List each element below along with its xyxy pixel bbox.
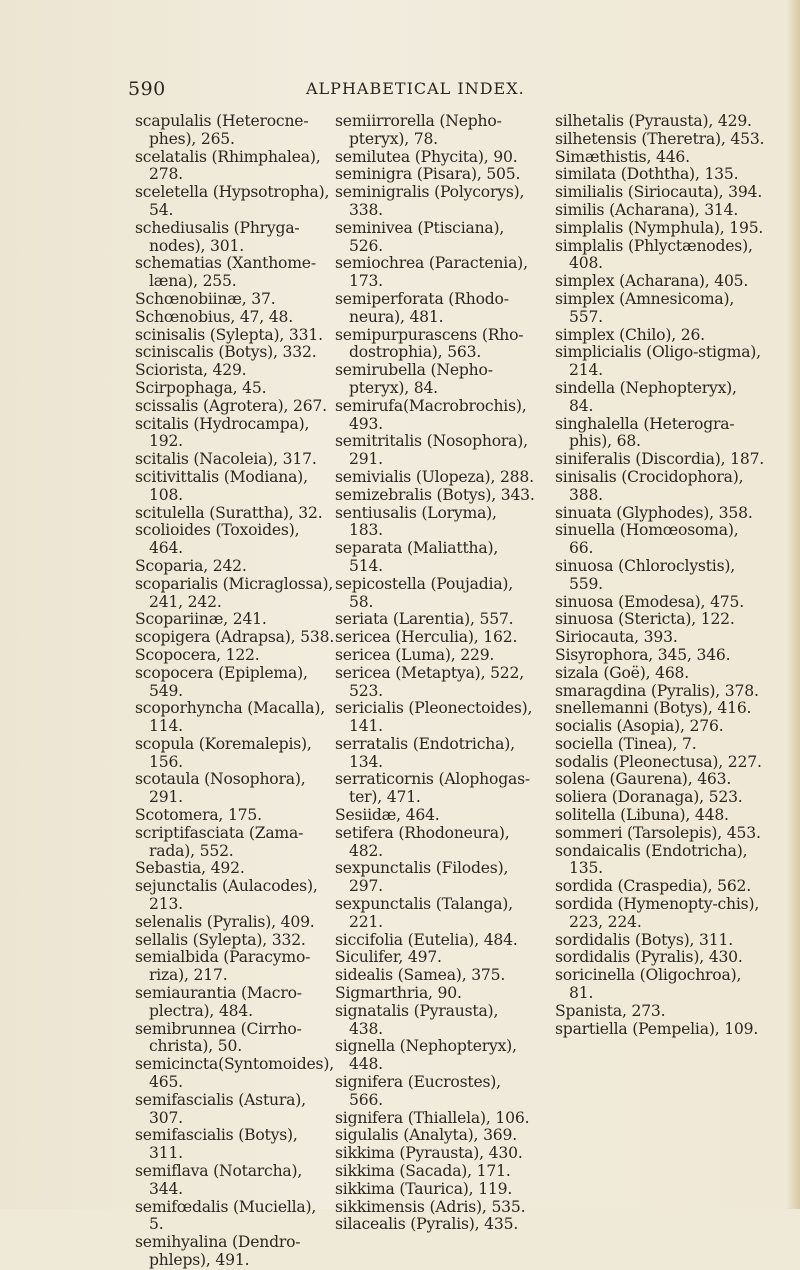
index-entry: sericialis (Pleonectoides), 141. (335, 699, 533, 736)
index-entry: Scirpophaga, 45. (135, 378, 267, 397)
index-entry: sinuosa (Emodesa), 475. (555, 592, 744, 611)
index-entry: simplex (Amnesicoma), 557. (555, 289, 735, 326)
index-entry: sordidalis (Botys), 311. (555, 930, 733, 949)
index-entry: seminigra (Pisara), 505. (335, 165, 521, 184)
index-entry: scitivittalis (Modiana), 108. (135, 467, 308, 504)
page-number: 590 (128, 78, 166, 100)
index-entry: scriptifasciata (Zama-rada), 552. (135, 823, 304, 860)
index-entry: semifascialis (Astura), 307. (135, 1090, 306, 1127)
index-entry: signifera (Thiallela), 106. (335, 1108, 530, 1127)
index-entry: siniferalis (Discordia), 187. (555, 450, 765, 469)
index-entry: Sciorista, 429. (135, 361, 247, 380)
index-entry: solitella (Libuna), 448. (555, 806, 729, 825)
index-entry: sciniscalis (Botys), 332. (135, 343, 317, 362)
index-entry: semialbida (Paracymo-riza), 217. (135, 948, 311, 985)
index-entry: scopigera (Adrapsa), 538. (135, 628, 335, 647)
index-entry: sericea (Herculia), 162. (335, 628, 518, 647)
index-entry: Sisyrophora, 345, 346. (555, 645, 731, 664)
index-entry: sizala (Goë), 468. (555, 663, 690, 682)
index-column-1 (135, 113, 335, 1270)
index-entry: semifascialis (Botys), 311. (135, 1126, 298, 1163)
index-entry: sigulalis (Analyta), 369. (335, 1126, 517, 1145)
index-entry: sodalis (Pleonectusa), 227. (555, 752, 762, 771)
index-entry: simplex (Chilo), 26. (555, 325, 705, 344)
index-entry: similialis (Siriocauta), 394. (555, 183, 763, 202)
index-entry: socialis (Asopia), 276. (555, 717, 724, 736)
index-entry: semiaurantia (Macro-plectra), 484. (135, 984, 302, 1020)
index-entry: signatalis (Pyrausta), 438. (335, 1001, 499, 1038)
index-entry: scolioides (Toxoides), 464. (135, 521, 300, 558)
index-entry: Scoparia, 242. (135, 556, 247, 575)
index-entry: simplalis (Phlyctænodes), 408. (555, 236, 753, 273)
index-entry: Spanista, 273. (555, 1001, 666, 1020)
index-entry: sordida (Craspedia), 562. (555, 877, 752, 896)
index-entry: serratalis (Endotricha), 134. (335, 734, 515, 771)
index-entry: sinisalis (Crocidophora), 388. (555, 467, 744, 504)
index-entry: sejunctalis (Aulacodes), 213. (135, 877, 318, 914)
index-entry: Scotomera, 175. (135, 806, 262, 825)
index-entry: seminivea (Ptisciana), 526. (335, 218, 505, 255)
index-entry: semirubella (Nepho-pteryx), 84. (335, 361, 493, 397)
index-entry: sentiusalis (Loryma), 183. (335, 503, 497, 540)
index-entry: setifera (Rhodoneura), 482. (335, 823, 510, 860)
index-entry: Sebastia, 492. (135, 859, 245, 878)
index-entry: silhetalis (Pyrausta), 429. (555, 112, 752, 130)
index-entry: sordida (Hymenopty-chis), 223, 224. (555, 895, 760, 931)
index-entry: sindella (Nephopteryx), 84. (555, 378, 737, 415)
index-entry: sinuella (Homœosoma), 66. (555, 521, 739, 558)
index-entry: soricinella (Oligochroa), 81. (555, 966, 742, 1003)
index-entry: Schœnobiinæ, 37. (135, 289, 276, 308)
index-entry: sellalis (Sylepta), 332. (135, 930, 306, 949)
index-entry: semihyalina (Dendro-phleps), 491. (135, 1233, 301, 1269)
index-entry: semizebralis (Botys), 343. (335, 485, 535, 504)
index-column-3 (555, 113, 765, 1038)
index-entry: sikkima (Taurica), 119. (335, 1179, 513, 1198)
running-title: ALPHABETICAL INDEX. (306, 79, 525, 98)
index-entry: simplicialis (Oligo-stigma), 214. (555, 343, 761, 380)
index-entry: semirufa(Macrobrochis), 493. (335, 396, 527, 433)
index-entry: semiochrea (Paractenia), 173. (335, 254, 528, 291)
index-entry: scelatalis (Rhimphalea), 278. (135, 147, 321, 184)
index-entry: selenalis (Pyralis), 409. (135, 912, 315, 931)
index-entry: sociella (Tinea), 7. (555, 734, 697, 753)
index-entry: sidealis (Samea), 375. (335, 966, 506, 985)
index-entry: scoparialis (Micraglossa), 241, 242. (135, 574, 334, 611)
index-entry: signella (Nephopteryx), 448. (335, 1037, 517, 1074)
index-entry: Siriocauta, 393. (555, 628, 678, 647)
index-entry: solena (Gaurena), 463. (555, 770, 732, 789)
index-entry: sommeri (Tarsolepis), 453. (555, 823, 761, 842)
index-entry: sinuata (Glyphodes), 358. (555, 503, 753, 522)
index-entry: semiflava (Notarcha), 344. (135, 1162, 303, 1198)
index-entry: sikkima (Sacada), 171. (335, 1162, 511, 1181)
index-entry: sexpunctalis (Filodes), 297. (335, 859, 509, 896)
index-entry: Siculifer, 497. (335, 948, 442, 967)
index-column-2 (335, 113, 535, 1234)
index-entry: Scopariinæ, 241. (135, 610, 267, 629)
index-entry: singhalella (Heterogra-phis), 68. (555, 414, 735, 451)
index-entry: scoporhyncha (Macalla), 114. (135, 699, 325, 736)
index-entry: sikkima (Pyrausta), 430. (335, 1144, 523, 1163)
index-entry: sordidalis (Pyralis), 430. (555, 948, 743, 967)
index-entry: simplalis (Nymphula), 195. (555, 218, 764, 237)
index-entry: sericea (Metaptya), 522, 523. (335, 663, 525, 700)
index-entry: sexpunctalis (Talanga), 221. (335, 895, 513, 931)
index-entry: sepicostella (Poujadia), 58. (335, 574, 514, 611)
index-entry: sinuosa (Stericta), 122. (555, 610, 735, 629)
index-entry: siccifolia (Eutelia), 484. (335, 930, 518, 949)
page-header (128, 78, 688, 100)
index-entry: semifœdalis (Muciella), 5. (135, 1197, 317, 1234)
index-entry: scapulalis (Heterocne-phes), 265. (135, 112, 309, 148)
index-entry: semivialis (Ulopeza), 288. (335, 467, 534, 486)
index-entry: seriata (Larentia), 557. (335, 610, 514, 629)
index-entry: Sigmarthria, 90. (335, 984, 462, 1003)
index-entry: scitalis (Hydrocampa), 192. (135, 414, 310, 451)
index-entry: scopula (Koremalepis), 156. (135, 734, 312, 771)
index-entry: Scopocera, 122. (135, 645, 260, 664)
index-entry: scinisalis (Sylepta), 331. (135, 325, 323, 344)
index-entry: semitritalis (Nosophora), 291. (335, 432, 528, 469)
index-entry: sikkimensis (Adris), 535. (335, 1197, 526, 1216)
index-entry: Simæthistis, 446. (555, 147, 690, 166)
index-entry: simplex (Acharana), 405. (555, 272, 749, 291)
index-entry: similis (Acharana), 314. (555, 200, 739, 219)
index-entry: spartiella (Pempelia), 109. (555, 1019, 759, 1038)
index-entry: schediusalis (Phryga-nodes), 301. (135, 218, 300, 255)
index-entry: silacealis (Pyralis), 435. (335, 1215, 519, 1234)
index-entry: semiperforata (Rhodo-neura), 481. (335, 289, 509, 326)
index-entry: scitulella (Surattha), 32. (135, 503, 323, 522)
index-entry: silhetensis (Theretra), 453. (555, 129, 765, 148)
index-entry: semilutea (Phycita), 90. (335, 147, 518, 166)
index-entry: Schœnobius, 47, 48. (135, 307, 293, 326)
index-entry: smaragdina (Pyralis), 378. (555, 681, 759, 700)
index-entry: soliera (Doranaga), 523. (555, 788, 743, 807)
index-entry: similata (Doththa), 135. (555, 165, 739, 184)
index-entry: snellemanni (Botys), 416. (555, 699, 752, 718)
index-entry: semicincta(Syntomoides), 465. (135, 1055, 334, 1092)
index-entry: sericea (Luma), 229. (335, 645, 495, 664)
index-entry: Sesiidæ, 464. (335, 806, 440, 825)
index-entry: separata (Maliattha), 514. (335, 539, 499, 575)
index-entry: serraticornis (Alophogas-ter), 471. (335, 770, 530, 807)
index-entry: sinuosa (Chloroclystis), 559. (555, 556, 736, 593)
index-entry: scotaula (Nosophora), 291. (135, 770, 306, 807)
index-entry: scopocera (Epiplema), 549. (135, 663, 308, 700)
page-edge (786, 0, 800, 1209)
index-entry: semipurpurascens (Rho-dostrophia), 563. (335, 325, 524, 362)
index-entry: semibrunnea (Cirrho-christa), 50. (135, 1019, 302, 1056)
index-entry: seminigralis (Polycorys), 338. (335, 183, 525, 219)
index-entry: signifera (Eucrostes), 566. (335, 1073, 501, 1109)
index-entry: sceletella (Hypsotropha), 54. (135, 183, 330, 219)
index-entry: schematias (Xanthome-læna), 255. (135, 254, 316, 291)
index-entry: scissalis (Agrotera), 267. (135, 396, 327, 415)
index-entry: sondaicalis (Endotricha), 135. (555, 841, 748, 878)
index-entry: semiirrorella (Nepho-pteryx), 78. (335, 112, 502, 148)
index-entry: scitalis (Nacoleia), 317. (135, 450, 317, 469)
